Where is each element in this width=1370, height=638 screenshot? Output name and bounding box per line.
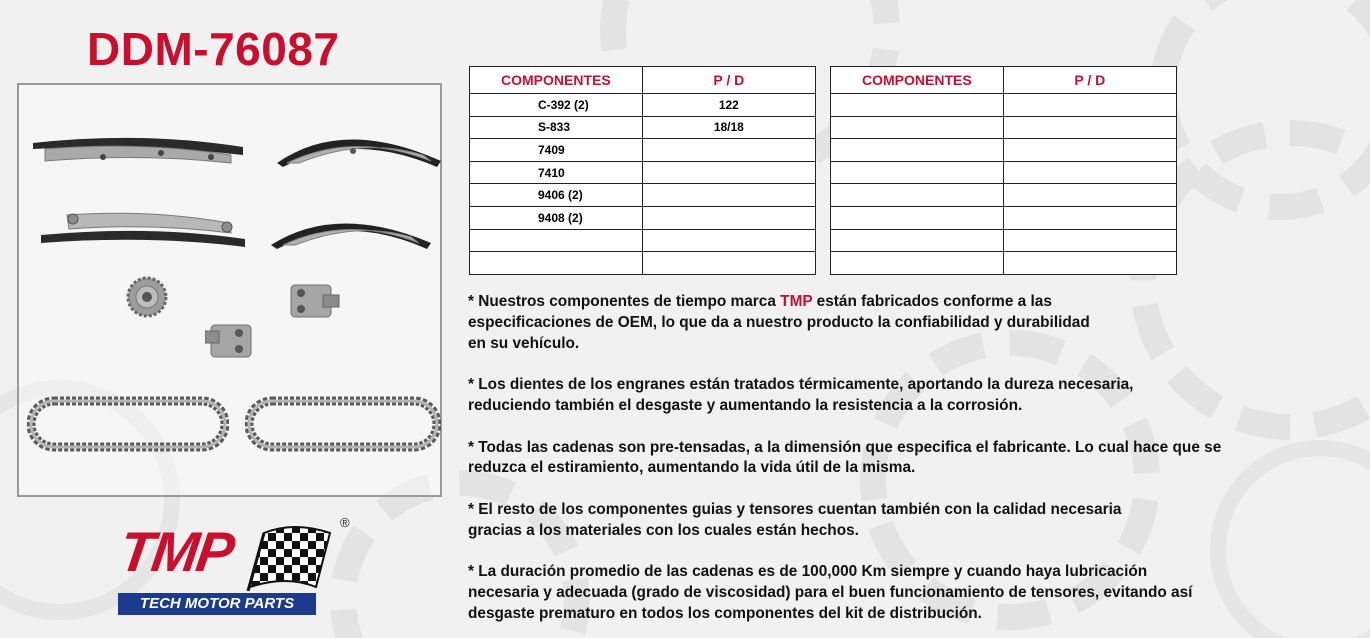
- logo-subtitle: TECH MOTOR PARTS: [118, 593, 316, 615]
- registered-mark: ®: [340, 515, 350, 530]
- components-table-left: [469, 66, 816, 275]
- component-pd: [1003, 252, 1176, 275]
- table-row: [470, 161, 816, 184]
- table-row: [831, 116, 1177, 139]
- note-quality: [468, 292, 1358, 354]
- header-pd: P / D: [642, 67, 815, 94]
- component-pd: [1003, 116, 1176, 139]
- note-text: gracias a los materiales con los cuales están hechos.: [468, 521, 859, 539]
- component-name: [831, 161, 1004, 184]
- component-pd: [642, 184, 815, 207]
- header-componentes: COMPONENTES: [831, 67, 1004, 94]
- note-text: reduciendo también el desgaste y aumentando la resistencia a la corrosión.: [468, 396, 1023, 414]
- tensioner-arm-guide: [39, 205, 249, 251]
- component-name: [831, 116, 1004, 139]
- note-text: * Todas las cadenas son pre-tensadas, a la dimensión que especifica el fabricante. Lo cual hace que se: [468, 438, 1222, 456]
- component-name: [470, 229, 643, 252]
- component-pd: [642, 206, 815, 229]
- crankshaft-sprocket-icon: [125, 275, 169, 319]
- component-pd: [1003, 206, 1176, 229]
- component-name: 9406 (2): [470, 184, 643, 207]
- table-row: [831, 184, 1177, 207]
- chain-guide-curved-top: [273, 123, 447, 169]
- brand-name: TMP: [780, 293, 813, 310]
- note-text: reduzca el estiramiento, aumentando la vida útil de la misma.: [468, 459, 916, 477]
- table-header-row: [470, 67, 816, 94]
- table-row: [831, 94, 1177, 117]
- component-pd: 18/18: [642, 116, 815, 139]
- checkered-flag-icon: [244, 525, 334, 591]
- note-text: están fabricados conforme a las: [812, 293, 1052, 310]
- table-header-row: [831, 67, 1177, 94]
- component-name: [470, 252, 643, 275]
- table-row: [831, 229, 1177, 252]
- chain-guide-curved-bottom: [267, 207, 437, 251]
- component-name: 7409: [470, 139, 643, 162]
- header-pd: P / D: [1003, 67, 1176, 94]
- component-name: [831, 206, 1004, 229]
- timing-chain-right: [245, 395, 441, 453]
- table-row: [470, 252, 816, 275]
- component-name: [831, 94, 1004, 117]
- table-row: [470, 184, 816, 207]
- product-photo: [17, 83, 442, 497]
- component-name: [831, 184, 1004, 207]
- component-name: [831, 139, 1004, 162]
- product-code-title: DDM-76087: [87, 23, 340, 75]
- table-row: [470, 139, 816, 162]
- header-componentes: COMPONENTES: [470, 67, 643, 94]
- note-text: necesaria y adecuada (grado de viscosidad) para el buen funcionamiento de tensores, evitando así: [468, 584, 1193, 602]
- component-name: [831, 252, 1004, 275]
- table-row: [831, 206, 1177, 229]
- component-name: S-833: [470, 116, 643, 139]
- component-name: C-392 (2): [470, 94, 643, 117]
- tmp-logo: [115, 515, 358, 617]
- product-notes: [468, 292, 1358, 638]
- timing-chain-left: [27, 395, 229, 453]
- note-text: * Los dientes de los engranes están tratados térmicamente, aportando la dureza necesaria,: [468, 376, 1134, 394]
- component-pd: [642, 139, 815, 162]
- component-pd: [1003, 229, 1176, 252]
- component-name: [831, 229, 1004, 252]
- logo-brand-text: TMP: [115, 520, 237, 583]
- table-row: [470, 229, 816, 252]
- component-pd: 122: [642, 94, 815, 117]
- component-name: 9408 (2): [470, 206, 643, 229]
- note-gears: [468, 375, 1358, 417]
- components-table-right: [830, 66, 1177, 275]
- table-row: [470, 116, 816, 139]
- note-text: * Nuestros componentes de tiempo marca: [468, 293, 781, 310]
- table-row: [831, 252, 1177, 275]
- component-name: 7410: [470, 161, 643, 184]
- component-pd: [1003, 139, 1176, 162]
- tensioner-icon: [287, 279, 341, 325]
- table-row: [831, 161, 1177, 184]
- note-guides: [468, 500, 1358, 542]
- chain-guide-straight-top: [31, 133, 247, 165]
- component-pd: [642, 252, 815, 275]
- note-text: * El resto de los componentes guias y tensores cuentan también con la calidad necesaria: [468, 500, 1122, 518]
- note-text: desgaste prematuro en todos los componentes del kit de distribución.: [468, 604, 982, 622]
- note-chains: [468, 438, 1358, 480]
- component-pd: [1003, 184, 1176, 207]
- component-pd: [1003, 94, 1176, 117]
- note-text: especificaciones de OEM, lo que da a nuestro producto la confiabilidad y durabilidad: [468, 313, 1090, 331]
- component-pd: [642, 161, 815, 184]
- table-row: [470, 94, 816, 117]
- table-row: [831, 139, 1177, 162]
- table-row: [470, 206, 816, 229]
- note-duration: [468, 562, 1358, 624]
- note-text: * La duración promedio de las cadenas es de 100,000 Km siempre y cuando haya lubricación: [468, 563, 1148, 581]
- component-pd: [642, 229, 815, 252]
- note-text: en su vehículo.: [468, 334, 580, 352]
- tensioner-icon: [205, 317, 259, 363]
- component-pd: [1003, 161, 1176, 184]
